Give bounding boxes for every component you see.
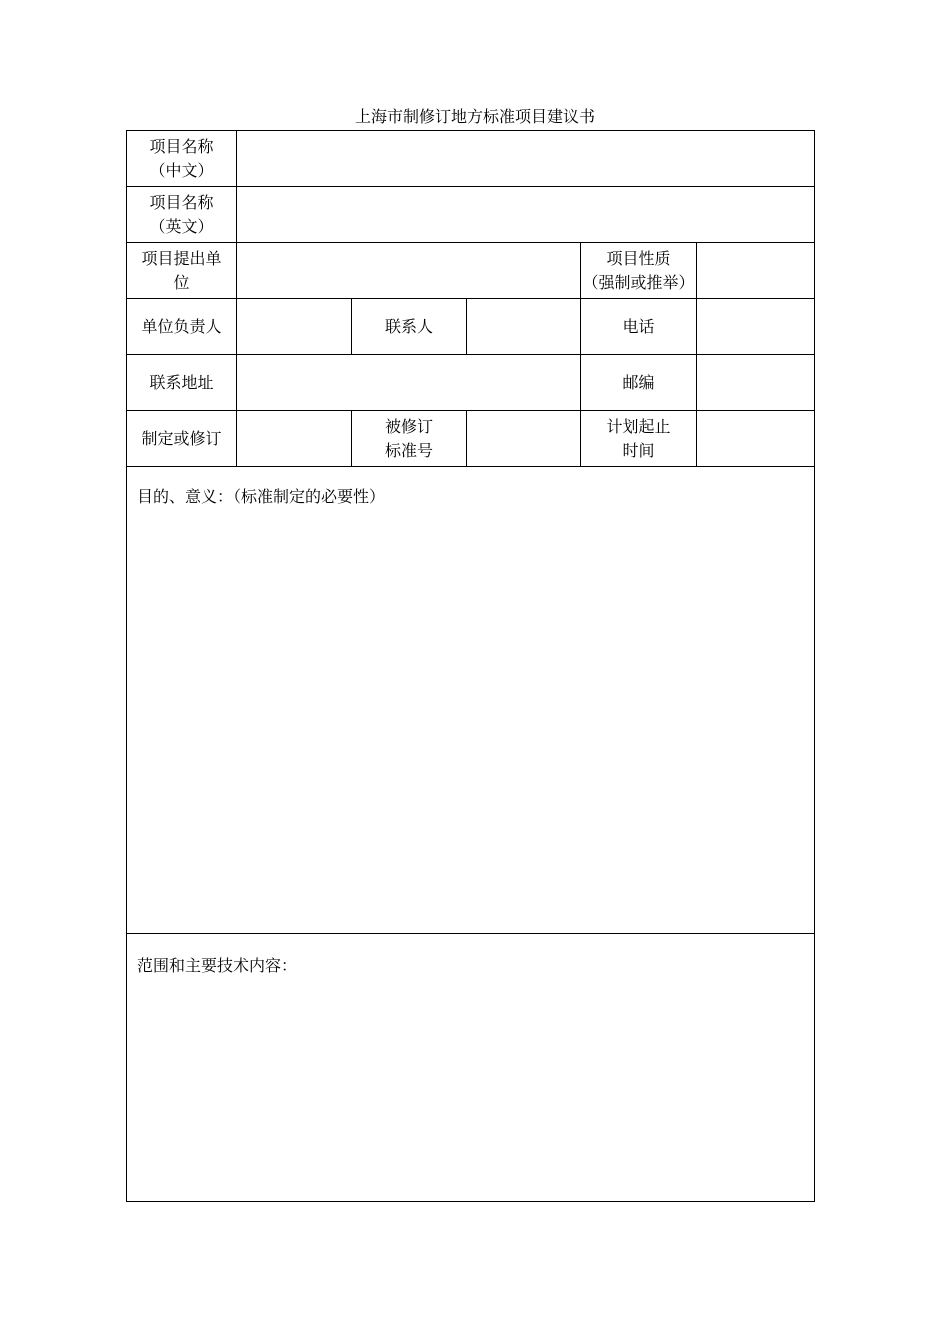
label-line: 项目提出单 [141, 248, 222, 268]
label-line: 被修订 [384, 416, 433, 436]
postcode-field[interactable] [697, 355, 814, 410]
project-nature-label [581, 243, 696, 298]
proposal-form-table [126, 130, 815, 1202]
row-divider [127, 933, 814, 934]
proposer-field[interactable] [237, 243, 580, 298]
label-line: 项目性质 [606, 248, 671, 268]
scope-field[interactable] [127, 981, 814, 1199]
revised-standard-no-field[interactable] [467, 411, 580, 466]
project-nature-field[interactable] [697, 243, 814, 298]
purpose-label: 目的、意义：（标准制定的必要性） [137, 487, 386, 506]
schedule-label [581, 411, 696, 466]
project-name-en-field[interactable] [237, 187, 814, 242]
label-line: （中文） [149, 160, 214, 180]
label-line: 时间 [622, 440, 655, 460]
label-line: 项目名称 [149, 136, 214, 156]
address-field[interactable] [237, 355, 580, 410]
purpose-field[interactable] [127, 511, 814, 931]
contact-person-label: 联系人 [384, 316, 433, 336]
label-line: （强制或推举） [582, 272, 695, 292]
document-title: 上海市制修订地方标准项目建议书 [354, 107, 595, 126]
row-divider [127, 466, 814, 467]
project-name-cn-label [127, 131, 236, 186]
unit-leader-field[interactable] [237, 299, 351, 354]
label-line: 项目名称 [149, 192, 214, 212]
phone-label: 电话 [622, 316, 655, 336]
label-line: 位 [173, 272, 190, 292]
label-line: （英文） [149, 216, 214, 236]
project-name-cn-field[interactable] [237, 131, 814, 186]
schedule-field[interactable] [697, 411, 814, 466]
label-line: 计划起止 [606, 416, 671, 436]
unit-leader-label: 单位负责人 [141, 316, 222, 336]
contact-person-field[interactable] [467, 299, 580, 354]
label-line: 标准号 [384, 440, 433, 460]
phone-field[interactable] [697, 299, 814, 354]
revised-standard-no-label [352, 411, 466, 466]
proposer-label [127, 243, 236, 298]
postcode-label: 邮编 [622, 372, 655, 392]
establish-or-revise-label: 制定或修订 [141, 428, 222, 448]
scope-label: 范围和主要技术内容： [137, 956, 298, 975]
address-label: 联系地址 [149, 372, 214, 392]
establish-or-revise-field[interactable] [237, 411, 351, 466]
project-name-en-label [127, 187, 236, 242]
